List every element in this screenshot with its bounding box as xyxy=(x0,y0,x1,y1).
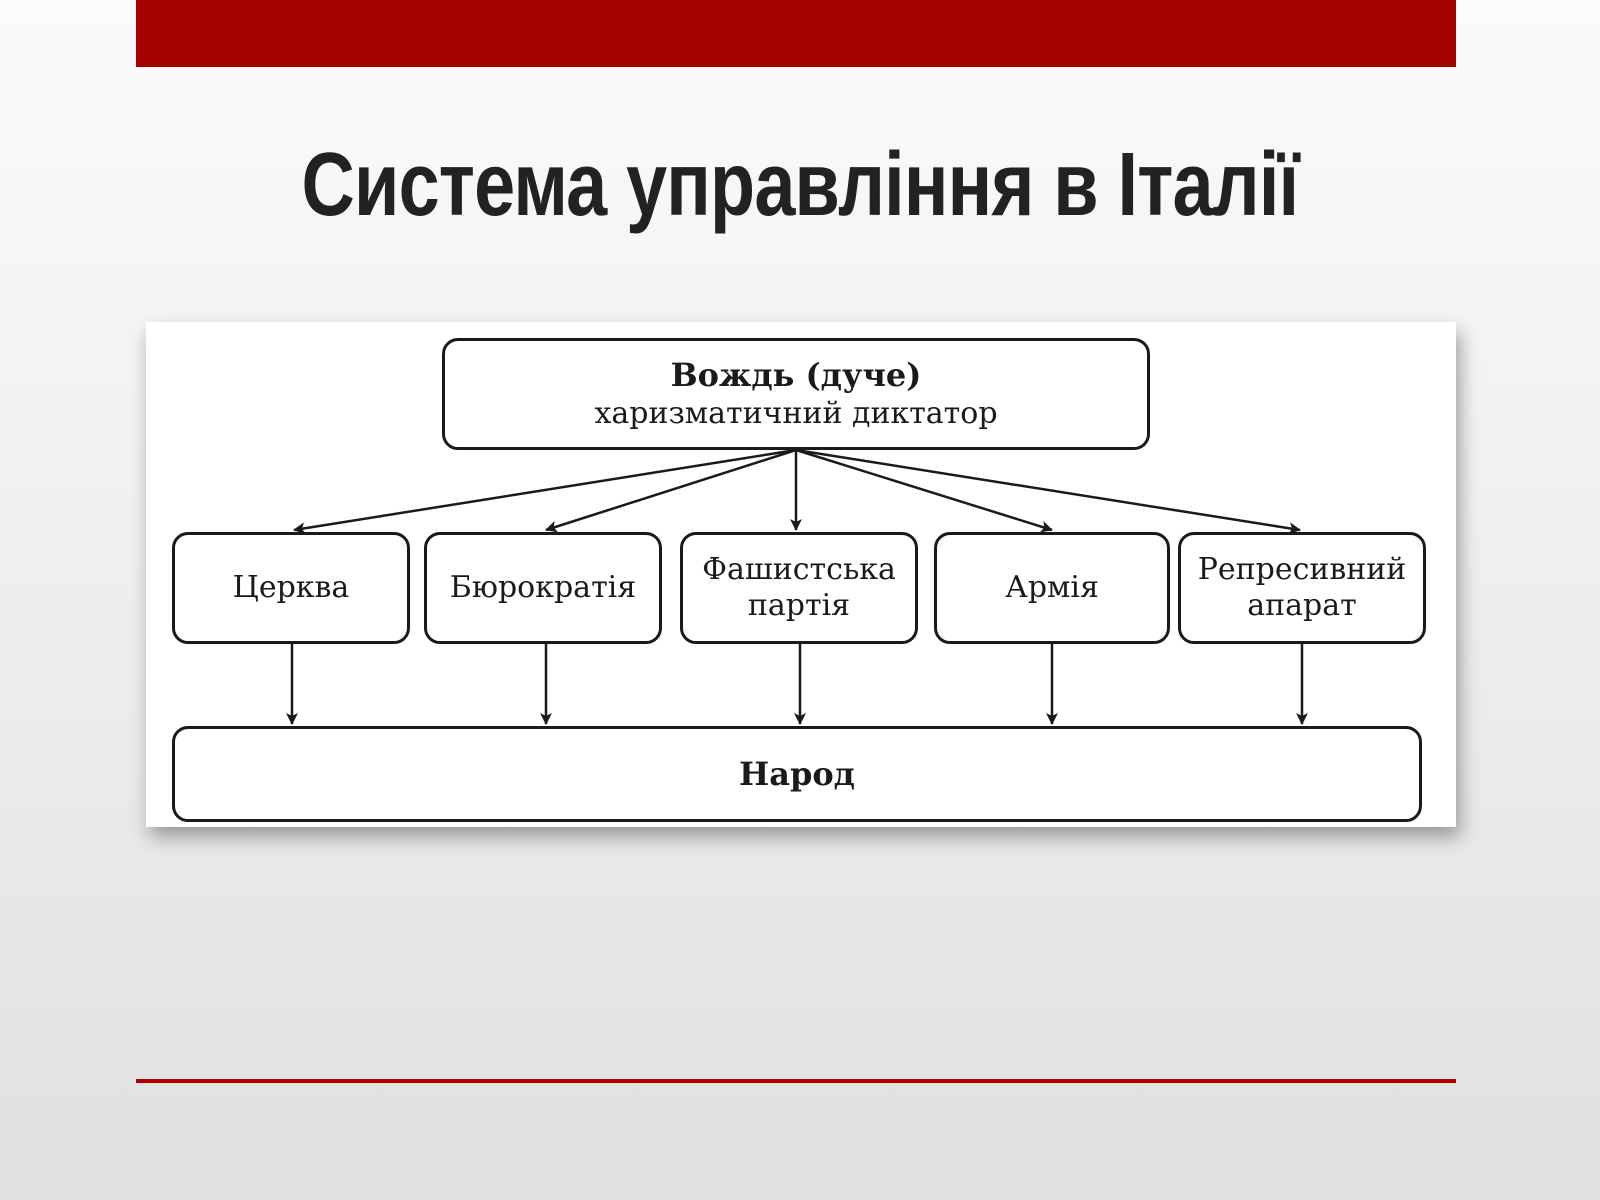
people-label: Народ xyxy=(738,755,855,793)
leader-description: харизматичний диктатор xyxy=(594,396,998,431)
fascist-party-label-line-1: Фашистська xyxy=(702,552,896,587)
bottom-accent-rule xyxy=(136,1079,1456,1083)
repressive-apparatus-label-line-2: апарат xyxy=(1247,588,1357,623)
bureaucracy-label: Бюрократія xyxy=(449,570,637,605)
army-box xyxy=(934,532,1170,644)
church-box xyxy=(172,532,410,644)
leader-name: Вождь (дуче) xyxy=(670,356,922,394)
arrow-leader-to-church xyxy=(294,450,796,530)
arrow-leader-to-bureaucracy xyxy=(546,450,796,530)
church-label: Церква xyxy=(232,570,350,605)
army-label: Армія xyxy=(1005,570,1099,605)
fascist-party-label-line-2: партія xyxy=(747,588,851,623)
repressive-apparatus-label-line-1: Репресивний xyxy=(1197,552,1407,587)
arrow-leader-to-repression xyxy=(796,450,1300,530)
repressive-apparatus-box xyxy=(1178,532,1426,644)
top-accent-bar xyxy=(136,0,1456,67)
fascist-party-box xyxy=(680,532,918,644)
arrow-leader-to-army xyxy=(796,450,1052,530)
people-box xyxy=(172,726,1422,822)
slide-title: Система управління в Італії xyxy=(301,135,1299,235)
leader-box xyxy=(442,338,1150,450)
diagram-panel xyxy=(146,322,1456,827)
bureaucracy-box xyxy=(424,532,662,644)
